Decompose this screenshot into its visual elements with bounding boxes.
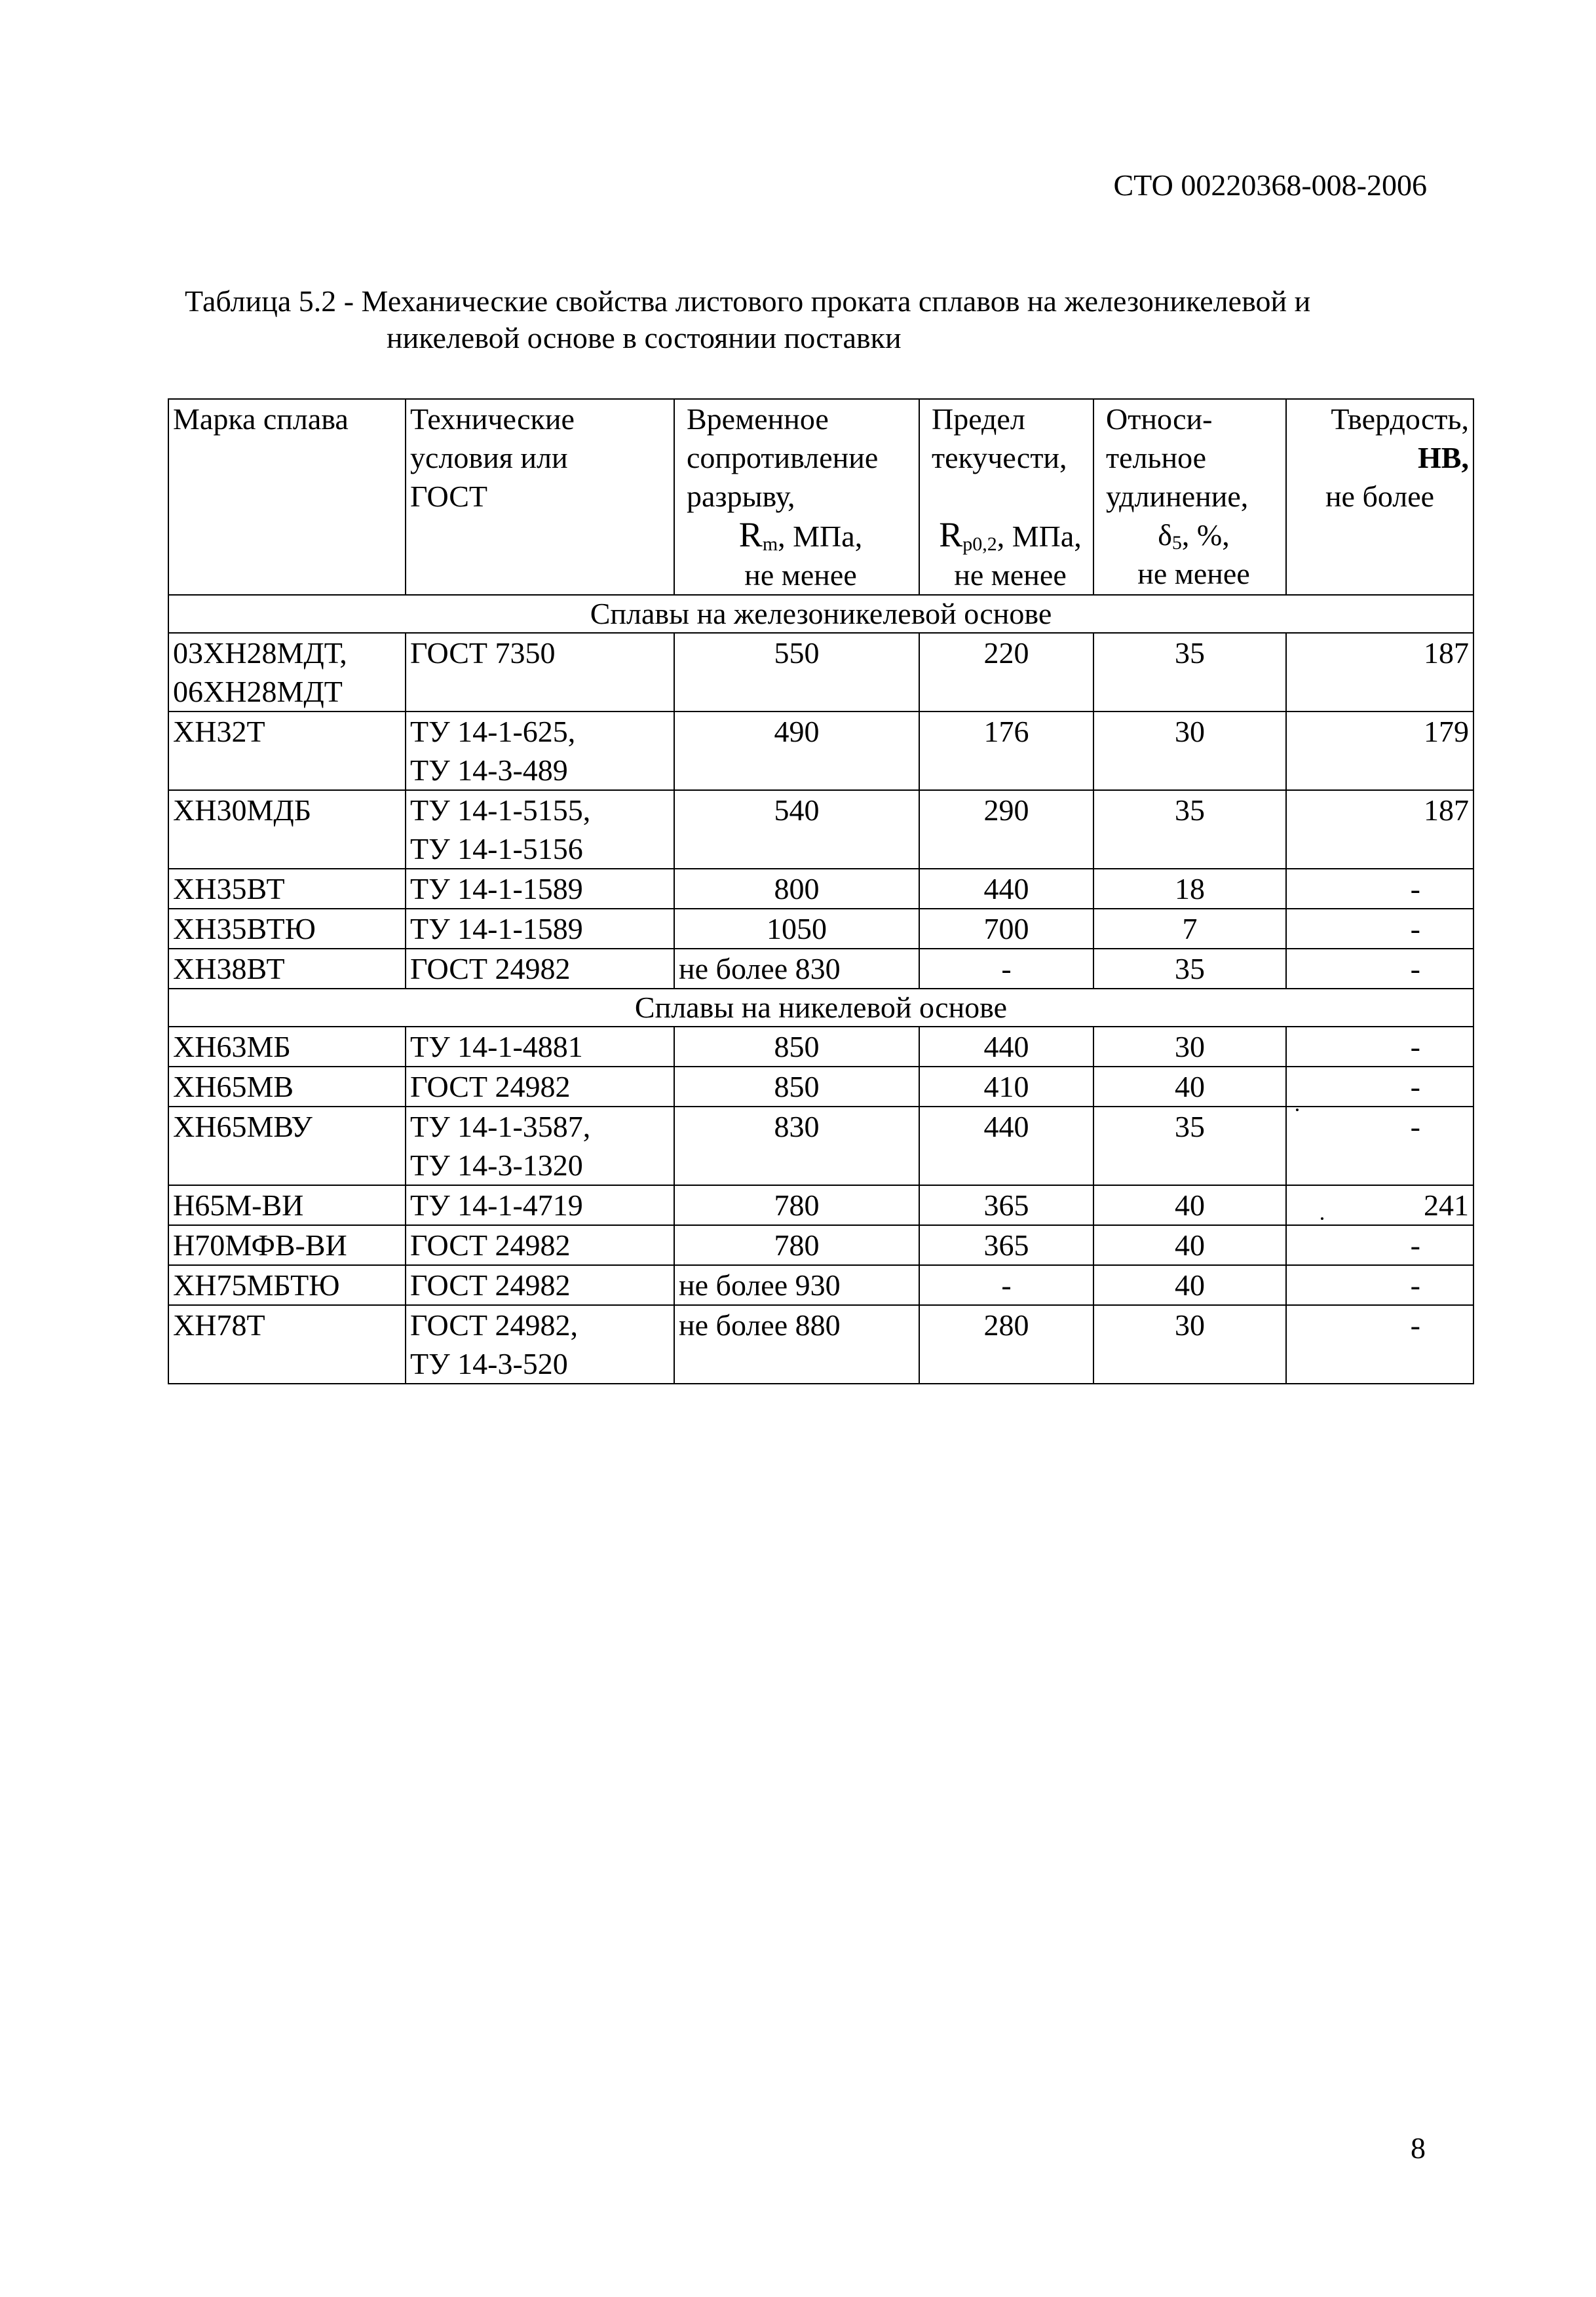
cell-hardness: - <box>1286 869 1473 909</box>
header-grade: Марка сплава <box>168 399 406 595</box>
spec-line: ТУ 14-3-489 <box>410 753 568 787</box>
table-row <box>168 1305 1473 1384</box>
cell-grade <box>168 1265 406 1305</box>
cell-yield-strength: 440 <box>919 1107 1093 1185</box>
table-row <box>168 1027 1473 1067</box>
cell-hardness: - <box>1286 1225 1473 1265</box>
cell-yield-strength: 365 <box>919 1225 1093 1265</box>
cell-elongation: 40 <box>1093 1225 1286 1265</box>
cell-tensile-strength: не более 880 <box>674 1305 919 1384</box>
cell-yield-strength: 220 <box>919 633 1093 712</box>
spec-line: ТУ 14-1-3587, <box>410 1110 591 1143</box>
cell-grade <box>168 1185 406 1225</box>
table-row <box>168 1225 1473 1265</box>
document-code: СТО 00220368-008-2006 <box>1113 168 1427 202</box>
table-row <box>168 633 1473 712</box>
spec-line: ТУ 14-1-4881 <box>410 1030 583 1063</box>
cell-spec <box>406 1265 674 1305</box>
grade-line: ХН75МБТЮ <box>173 1268 340 1302</box>
grade-line: 06ХН28МДТ <box>173 675 343 708</box>
cell-grade <box>168 1225 406 1265</box>
cell-elongation: 7 <box>1093 909 1286 949</box>
cell-hardness: 187 <box>1286 790 1473 869</box>
table-row <box>168 1265 1473 1305</box>
cell-yield-strength: 700 <box>919 909 1093 949</box>
table-row <box>168 1107 1473 1185</box>
cell-spec <box>406 949 674 989</box>
cell-elongation: 30 <box>1093 1305 1286 1384</box>
spec-line: ГОСТ 24982 <box>410 952 571 985</box>
cell-hardness: 179 <box>1286 712 1473 790</box>
section-title: Сплавы на железоникелевой основе <box>168 595 1473 633</box>
scan-speck <box>1296 1109 1299 1111</box>
spec-line: ТУ 14-3-520 <box>410 1347 568 1380</box>
table-row <box>168 1185 1473 1225</box>
grade-line: ХН65МВУ <box>173 1110 313 1143</box>
cell-tensile-strength: 850 <box>674 1027 919 1067</box>
cell-grade <box>168 949 406 989</box>
cell-yield-strength: - <box>919 1265 1093 1305</box>
cell-hardness: - <box>1286 1107 1473 1185</box>
grade-line: 03ХН28МДТ, <box>173 636 347 670</box>
cell-tensile-strength: 830 <box>674 1107 919 1185</box>
cell-hardness: - <box>1286 1027 1473 1067</box>
spec-line: ТУ 14-1-4719 <box>410 1188 583 1222</box>
header-spec: Технические условия или ГОСТ <box>406 399 674 595</box>
cell-hardness: - <box>1286 909 1473 949</box>
header-tensile-strength: Временное сопротивление разрыву, $R_m$, МПа, не менее <box>674 399 919 595</box>
cell-hardness: - <box>1286 1067 1473 1107</box>
cell-hardness: 241 <box>1286 1185 1473 1225</box>
grade-line: ХН35ВТ <box>173 872 285 905</box>
grade-line: ХН32Т <box>173 715 265 748</box>
cell-tensile-strength: 850 <box>674 1067 919 1107</box>
cell-grade <box>168 1027 406 1067</box>
grade-line: Н65М-ВИ <box>173 1188 304 1222</box>
grade-line: ХН38ВТ <box>173 952 285 985</box>
table-body <box>168 595 1473 1384</box>
cell-hardness: 187 <box>1286 633 1473 712</box>
cell-grade <box>168 869 406 909</box>
spec-line: ГОСТ 7350 <box>410 636 556 670</box>
spec-line: ТУ 14-1-1589 <box>410 872 583 905</box>
table-row <box>168 949 1473 989</box>
cell-yield-strength: 440 <box>919 1027 1093 1067</box>
cell-spec <box>406 1305 674 1384</box>
cell-tensile-strength: 800 <box>674 869 919 909</box>
cell-grade <box>168 633 406 712</box>
page-number: 8 <box>1411 2131 1426 2165</box>
section-row <box>168 595 1473 633</box>
cell-yield-strength: 410 <box>919 1067 1093 1107</box>
cell-grade <box>168 909 406 949</box>
scan-speck <box>1321 1217 1323 1220</box>
table-header-row <box>168 399 1473 595</box>
cell-grade <box>168 1107 406 1185</box>
cell-elongation: 35 <box>1093 1107 1286 1185</box>
section-title: Сплавы на никелевой основе <box>168 989 1473 1027</box>
table-row <box>168 712 1473 790</box>
cell-grade <box>168 712 406 790</box>
cell-yield-strength: 290 <box>919 790 1093 869</box>
cell-tensile-strength: 490 <box>674 712 919 790</box>
cell-hardness: - <box>1286 949 1473 989</box>
cell-elongation: 18 <box>1093 869 1286 909</box>
cell-spec <box>406 869 674 909</box>
cell-elongation: 30 <box>1093 712 1286 790</box>
header-hardness: Твердость, НВ, не более <box>1286 399 1473 595</box>
cell-tensile-strength: 1050 <box>674 909 919 949</box>
cell-grade <box>168 1305 406 1384</box>
cell-elongation: 40 <box>1093 1185 1286 1225</box>
header-elongation: Относи- тельное удлинение, $\delta_5$, %, не менее <box>1093 399 1286 595</box>
cell-spec <box>406 1067 674 1107</box>
cell-yield-strength: 280 <box>919 1305 1093 1384</box>
mechanical-properties-table <box>168 398 1474 1384</box>
cell-hardness: - <box>1286 1265 1473 1305</box>
spec-line: ГОСТ 24982, <box>410 1308 579 1342</box>
cell-spec <box>406 1027 674 1067</box>
cell-tensile-strength: 550 <box>674 633 919 712</box>
cell-elongation: 35 <box>1093 790 1286 869</box>
spec-line: ГОСТ 24982 <box>410 1070 571 1103</box>
grade-line: ХН65МВ <box>173 1070 294 1103</box>
grade-line: ХН30МДБ <box>173 793 312 827</box>
spec-line: ТУ 14-1-1589 <box>410 912 583 945</box>
cell-elongation: 35 <box>1093 949 1286 989</box>
cell-grade <box>168 790 406 869</box>
cell-spec <box>406 633 674 712</box>
cell-grade <box>168 1067 406 1107</box>
table-row <box>168 909 1473 949</box>
cell-yield-strength: 176 <box>919 712 1093 790</box>
cell-tensile-strength: 540 <box>674 790 919 869</box>
table-row <box>168 790 1473 869</box>
spec-line: ТУ 14-3-1320 <box>410 1148 583 1182</box>
cell-yield-strength: - <box>919 949 1093 989</box>
cell-hardness: - <box>1286 1305 1473 1384</box>
table-row <box>168 1067 1473 1107</box>
spec-line: ТУ 14-1-625, <box>410 715 576 748</box>
cell-yield-strength: 365 <box>919 1185 1093 1225</box>
cell-tensile-strength: 780 <box>674 1185 919 1225</box>
spec-line: ТУ 14-1-5155, <box>410 793 591 827</box>
grade-line: Н70МФВ-ВИ <box>173 1228 347 1262</box>
cell-tensile-strength: не более 830 <box>674 949 919 989</box>
cell-elongation: 35 <box>1093 633 1286 712</box>
cell-spec <box>406 1185 674 1225</box>
cell-elongation: 40 <box>1093 1067 1286 1107</box>
cell-spec <box>406 1107 674 1185</box>
grade-line: ХН35ВТЮ <box>173 912 316 945</box>
cell-yield-strength: 440 <box>919 869 1093 909</box>
cell-elongation: 40 <box>1093 1265 1286 1305</box>
cell-spec <box>406 790 674 869</box>
cell-tensile-strength: 780 <box>674 1225 919 1265</box>
spec-line: ТУ 14-1-5156 <box>410 832 583 865</box>
section-row <box>168 989 1473 1027</box>
spec-line: ГОСТ 24982 <box>410 1268 571 1302</box>
spec-line: ГОСТ 24982 <box>410 1228 571 1262</box>
cell-spec <box>406 712 674 790</box>
cell-elongation: 30 <box>1093 1027 1286 1067</box>
cell-tensile-strength: не более 930 <box>674 1265 919 1305</box>
header-yield-strength: Предел текучести, $R_{p0,2}$, МПа, не менее <box>919 399 1093 595</box>
table-row <box>168 869 1473 909</box>
table-caption <box>185 283 1430 356</box>
grade-line: ХН78Т <box>173 1308 265 1342</box>
cell-spec <box>406 1225 674 1265</box>
caption-line-2: никелевой основе в состоянии поставки <box>387 321 902 354</box>
caption-line-1: Таблица 5.2 - Механические свойства листового проката сплавов на железоникелевой и <box>185 284 1311 318</box>
cell-spec <box>406 909 674 949</box>
grade-line: ХН63МБ <box>173 1030 291 1063</box>
